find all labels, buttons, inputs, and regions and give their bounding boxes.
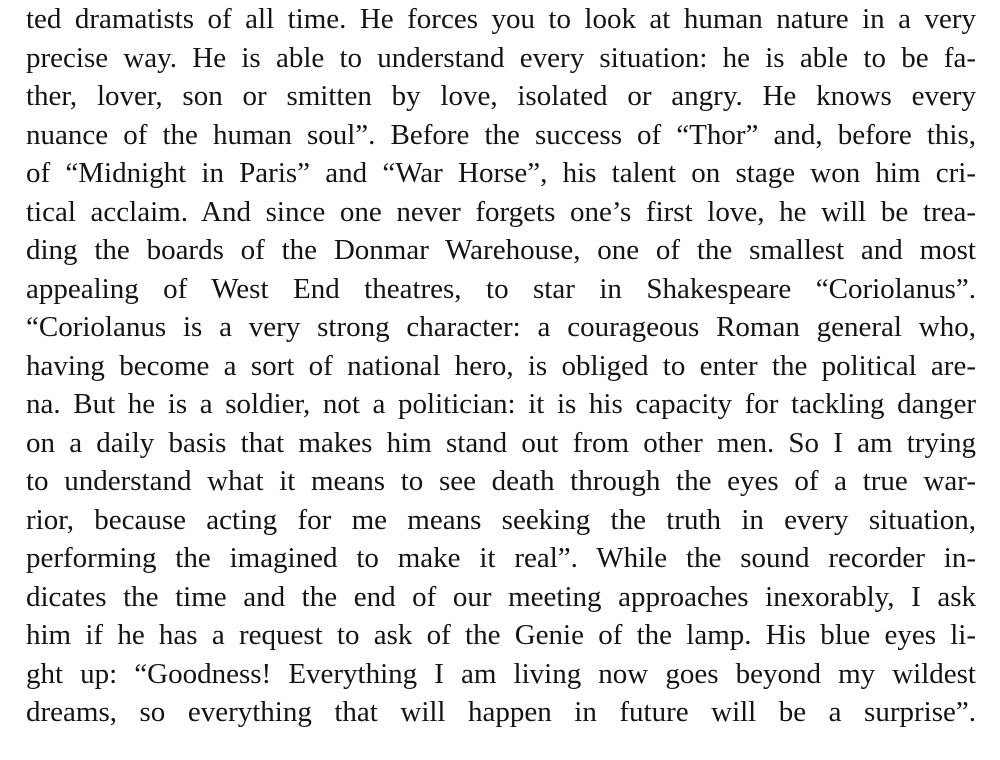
text-line: ding the boards of the Donmar Warehouse, one of the smallest and most <box>26 234 976 266</box>
text-line: performing the imagined to make it real”. While the sound recorder in- <box>26 542 976 574</box>
text-line: ted dramatists of all time. He forces you to look at human nature in a very <box>26 3 976 35</box>
text-line: na. But he is a soldier, not a politician: it is his capacity for tackling danger <box>26 388 976 420</box>
text-line: dreams, so everything that will happen in future will be a surprise”. <box>26 696 976 728</box>
text-line: ght up: “Goodness! Everything I am living now goes beyond my wildest <box>26 657 976 690</box>
article-text-block <box>26 0 976 732</box>
text-line: of “Midnight in Paris” and “War Horse”, his talent on stage won him cri- <box>26 157 976 189</box>
text-line: “Coriolanus is a very strong character: a courageous Roman general who, <box>26 311 976 343</box>
text-line: rior, because acting for me means seeking the truth in every situation, <box>26 503 976 536</box>
text-line: ther, lover, son or smitten by love, isolated or angry. He knows every <box>26 80 976 112</box>
text-line: tical acclaim. And since one never forgets one’s first love, he will be trea- <box>26 195 976 228</box>
text-line: dicates the time and the end of our meeting approaches inexorably, I ask <box>26 580 976 613</box>
text-line: having become a sort of national hero, is obliged to enter the political are- <box>26 349 976 382</box>
text-line: on a daily basis that makes him stand out from other men. So I am trying <box>26 426 976 459</box>
text-line: nuance of the human soul”. Before the success of “Thor” and, before this, <box>26 118 976 151</box>
text-line: him if he has a request to ask of the Genie of the lamp. His blue eyes li- <box>26 619 976 651</box>
text-line: to understand what it means to see death through the eyes of a true war- <box>26 465 976 497</box>
text-line: appealing of West End theatres, to star in Shakespeare “Coriolanus”. <box>26 272 976 305</box>
text-line: precise way. He is able to understand every situation: he is able to be fa- <box>26 41 976 74</box>
